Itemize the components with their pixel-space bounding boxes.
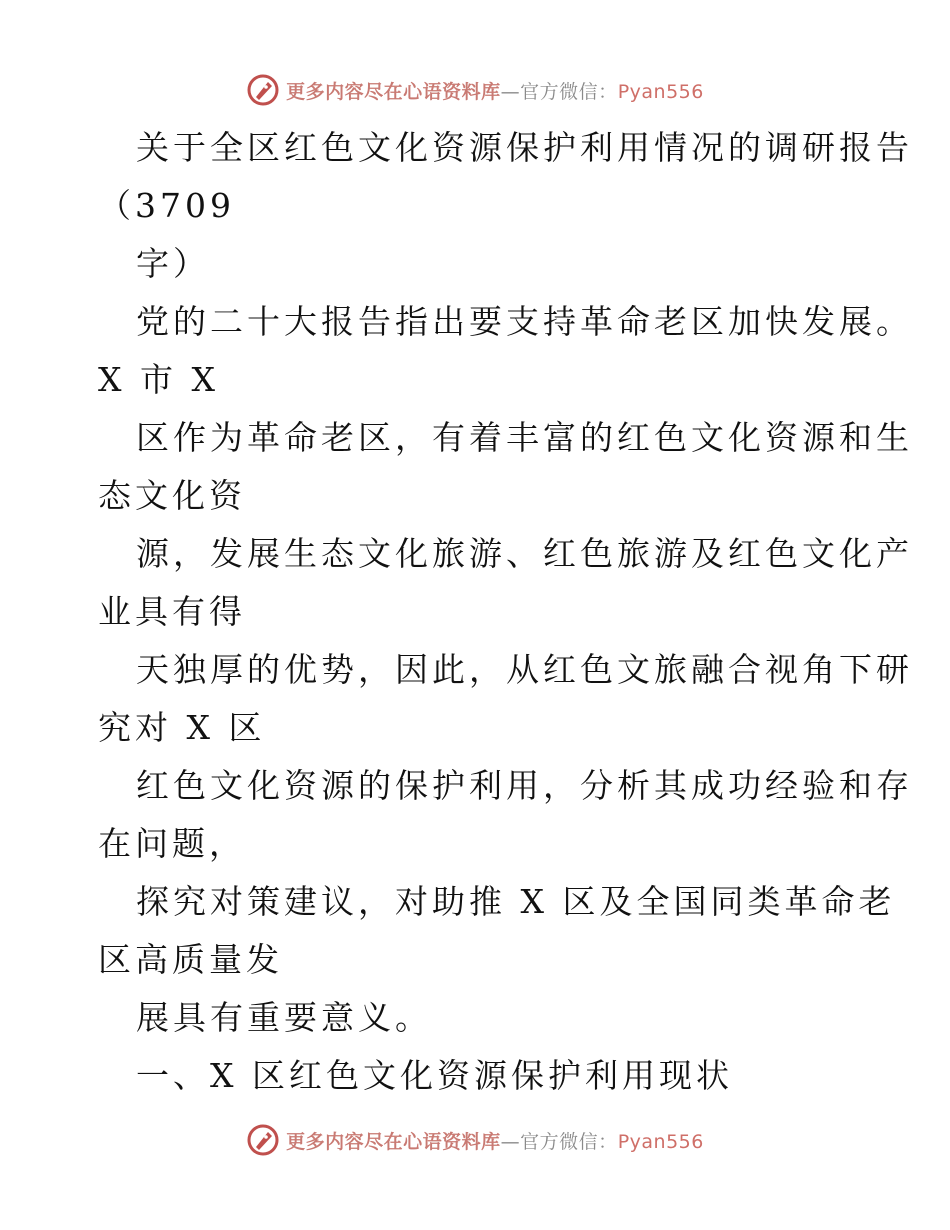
paragraph-line: 区作为革命老区，有着丰富的红色文化资源和生: [136, 418, 913, 457]
pen-nib-logo-icon: [246, 1123, 280, 1157]
section-heading: 一、X 区红色文化资源保护利用现状: [136, 1056, 733, 1095]
paragraph-line: 红色文化资源的保护利用，分析其成功经验和存: [136, 766, 913, 805]
paragraph-line: X 市 X: [98, 360, 219, 399]
header-watermark: [0, 70, 950, 110]
watermark-brand: 更多内容尽在心语资料库: [286, 80, 501, 103]
pen-nib-logo-icon: [246, 73, 280, 107]
paragraph-line: 党的二十大报告指出要支持革命老区加快发展。: [136, 302, 913, 341]
watermark-text: [286, 1127, 704, 1154]
document-title-line-2: （3709: [98, 186, 235, 225]
watermark-text: [286, 77, 704, 104]
paragraph-line: 探究对策建议，对助推 X 区及全国同类革命老: [136, 882, 896, 921]
watermark-brand: 更多内容尽在心语资料库: [286, 1130, 501, 1153]
watermark-wechat-id: Pyan556: [617, 80, 704, 103]
footer-watermark: [0, 1120, 950, 1160]
watermark-wechat-id: Pyan556: [617, 1130, 704, 1153]
paragraph-line: 在问题，: [98, 824, 246, 863]
paragraph-line: 源，发展生态文化旅游、红色旅游及红色文化产: [136, 534, 913, 573]
watermark-separator: —官方微信：: [500, 80, 618, 103]
paragraph-line: 态文化资: [98, 476, 246, 515]
watermark-separator: —官方微信：: [500, 1130, 618, 1153]
paragraph-line: 区高质量发: [98, 940, 283, 979]
paragraph-line: 展具有重要意义。: [136, 998, 432, 1037]
document-title-line-1: 关于全区红色文化资源保护利用情况的调研报告: [136, 128, 913, 167]
paragraph-line: 究对 X 区: [98, 708, 266, 747]
paragraph-line: 业具有得: [98, 592, 246, 631]
document-title-line-3: 字）: [136, 244, 210, 283]
paragraph-line: 天独厚的优势，因此，从红色文旅融合视角下研: [136, 650, 913, 689]
